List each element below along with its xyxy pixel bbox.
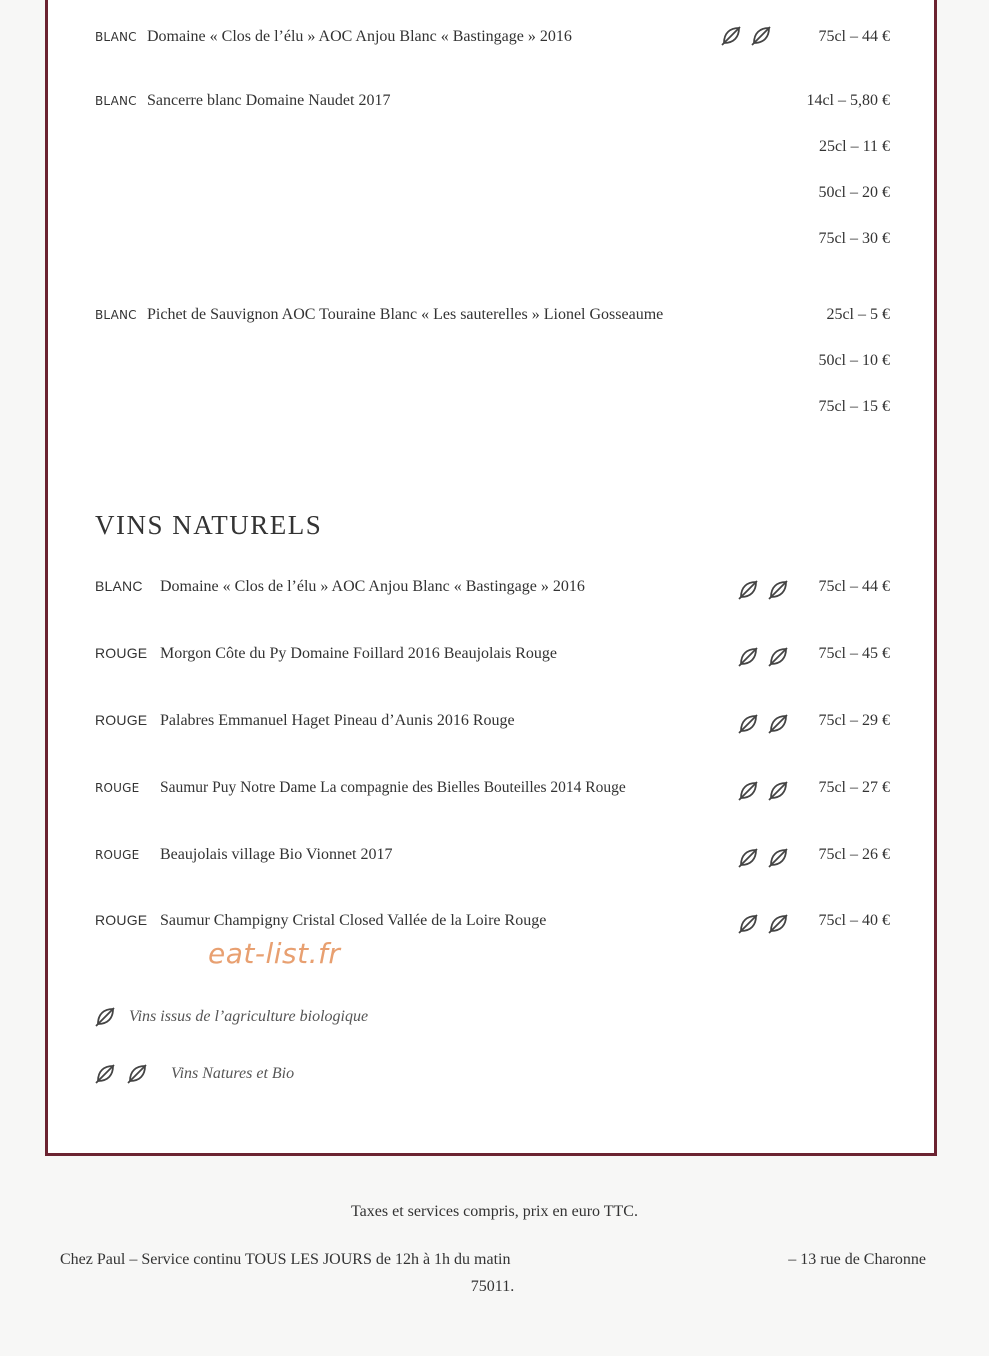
leaf-crossed-icon xyxy=(736,712,760,736)
price-list xyxy=(818,708,890,754)
legend-text: Vins Natures et Bio xyxy=(171,1065,295,1082)
section-title: VINS NATURELS xyxy=(95,510,323,540)
leaf-crossed-icon xyxy=(766,779,790,803)
leaf-crossed-icon xyxy=(93,1005,117,1029)
price: 75cl – 29 € xyxy=(818,712,890,729)
wine-name: Saumur Puy Notre Dame La compagnie des Bielles Bouteilles 2014 Rouge xyxy=(160,779,626,796)
footer-zip: 75011. xyxy=(470,1278,515,1295)
wine-name: Morgon Côte du Py Domaine Foillard 2016 Beaujolais Rouge xyxy=(160,645,558,662)
wine-type: ROUGE xyxy=(95,912,148,928)
wine-type: BLANC xyxy=(95,94,137,108)
price-list xyxy=(818,302,890,440)
wine-name: Saumur Champigny Cristal Closed Vallée de la Loire Rouge xyxy=(160,912,547,929)
price-list xyxy=(818,24,890,70)
leaf-crossed-icon xyxy=(93,1062,117,1086)
wine-type: ROUGE xyxy=(95,712,148,728)
price: 75cl – 26 € xyxy=(818,846,890,863)
price: 75cl – 40 € xyxy=(818,912,890,929)
price: 75cl – 44 € xyxy=(818,578,890,595)
icon-group xyxy=(736,779,790,803)
icon-group xyxy=(736,712,790,736)
leaf-crossed-icon xyxy=(736,779,760,803)
icon-group xyxy=(719,24,773,48)
price-list xyxy=(818,908,890,954)
wine-type: ROUGE xyxy=(95,781,140,795)
leaf-crossed-icon xyxy=(766,846,790,870)
wine-type: ROUGE xyxy=(95,848,140,862)
price-list xyxy=(806,88,890,272)
icon-group xyxy=(736,846,790,870)
price-list xyxy=(818,641,890,687)
watermark: eat-list.fr xyxy=(208,937,341,970)
leaf-crossed-icon xyxy=(766,578,790,602)
leaf-crossed-icon xyxy=(736,645,760,669)
wine-name: Palabres Emmanuel Haget Pineau d’Aunis 2016 Rouge xyxy=(160,712,515,729)
price: 50cl – 10 € xyxy=(818,352,890,369)
price: 75cl – 45 € xyxy=(818,645,890,662)
leaf-crossed-icon xyxy=(766,712,790,736)
price: 25cl – 11 € xyxy=(819,138,890,155)
leaf-crossed-icon xyxy=(736,578,760,602)
price-list xyxy=(818,842,890,888)
wine-name: Pichet de Sauvignon AOC Touraine Blanc « Les sauterelles » Lionel Gosseaume xyxy=(147,306,664,323)
leaf-crossed-icon xyxy=(766,645,790,669)
footer-address: – 13 rue de Charonne xyxy=(788,1251,926,1268)
wine-name: Beaujolais village Bio Vionnet 2017 xyxy=(160,846,393,863)
price: 14cl – 5,80 € xyxy=(806,92,890,109)
price: 75cl – 30 € xyxy=(818,230,890,247)
wine-type: BLANC xyxy=(95,578,143,594)
wine-name: Domaine « Clos de l’élu » AOC Anjou Blanc « Bastingage » 2016 xyxy=(160,578,585,595)
price-list xyxy=(818,574,890,620)
leaf-crossed-icon xyxy=(749,24,773,48)
legend-nature-bio xyxy=(93,1062,294,1086)
icon-group xyxy=(736,578,790,602)
price-list xyxy=(818,775,890,821)
wine-type: BLANC xyxy=(95,30,137,44)
price: 25cl – 5 € xyxy=(826,306,890,323)
wine-type: BLANC xyxy=(95,308,137,322)
icon-group xyxy=(736,912,790,936)
legend-text: Vins issus de l’agriculture biologique xyxy=(129,1008,369,1025)
price: 75cl – 27 € xyxy=(818,779,890,796)
leaf-crossed-icon xyxy=(736,912,760,936)
footer-note: Taxes et services compris, prix en euro TTC. xyxy=(351,1203,638,1220)
price: 75cl – 44 € xyxy=(818,28,890,45)
leaf-crossed-icon xyxy=(719,24,743,48)
footer-hours: Chez Paul – Service continu TOUS LES JOURS de 12h à 1h du matin xyxy=(60,1251,511,1268)
price: 75cl – 15 € xyxy=(818,398,890,415)
leaf-crossed-icon xyxy=(766,912,790,936)
icon-group xyxy=(736,645,790,669)
leaf-crossed-icon xyxy=(736,846,760,870)
wine-name: Domaine « Clos de l’élu » AOC Anjou Blanc « Bastingage » 2016 xyxy=(147,28,572,45)
leaf-crossed-icon xyxy=(125,1062,149,1086)
wine-type: ROUGE xyxy=(95,645,148,661)
legend-bio xyxy=(93,1005,368,1029)
price: 50cl – 20 € xyxy=(818,184,890,201)
wine-name: Sancerre blanc Domaine Naudet 2017 xyxy=(147,92,391,109)
